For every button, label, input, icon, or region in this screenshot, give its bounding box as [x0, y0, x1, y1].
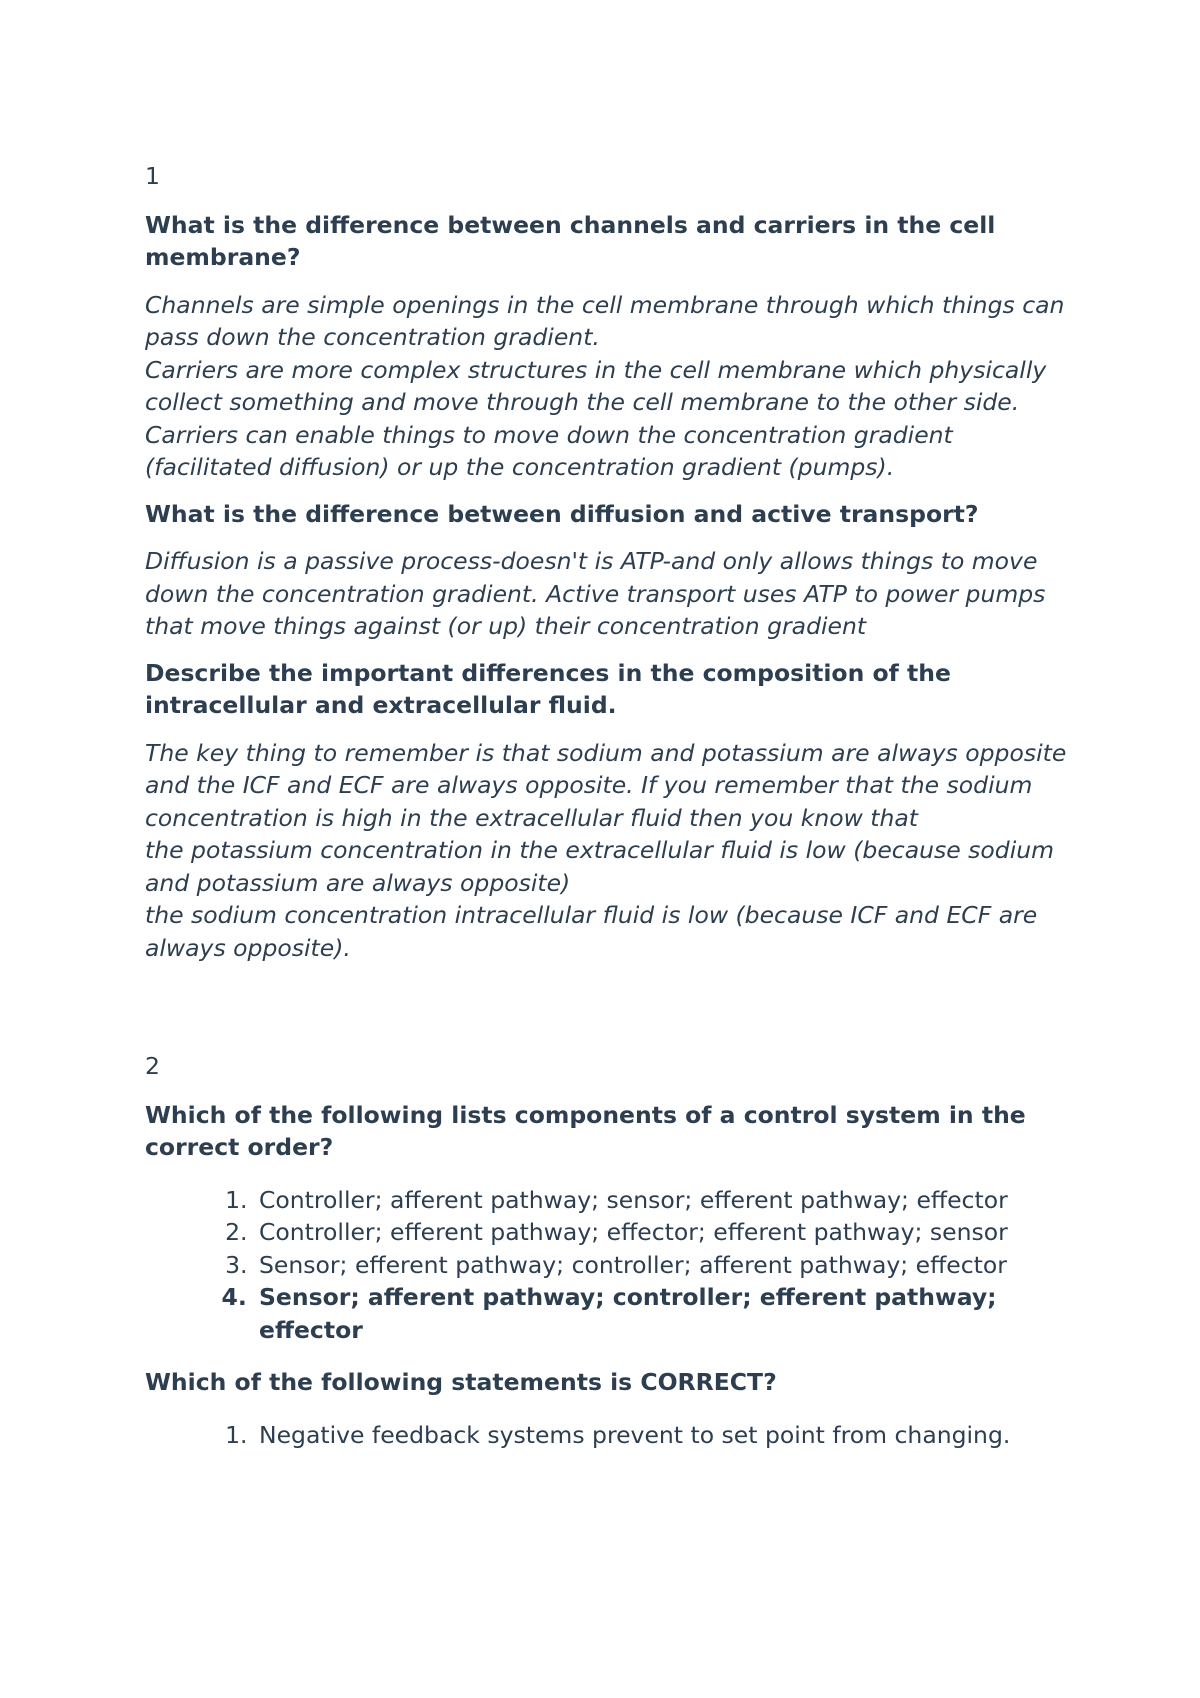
answer-paragraph: Diffusion is a passive process-doesn't is ATP-and only allows things to move down the concentration gradient. Active transport uses ATP to power pumps that move things against (or up) their concentration gradient [145, 547, 1046, 640]
question-heading: What is the difference between diffusion and active transport? [145, 499, 979, 528]
question-heading: What is the difference between channels and carriers in the cell membrane? [145, 210, 996, 271]
answer-paragraph: Channels are simple openings in the cell membrane through which things can pass down the concentration gradient. [145, 290, 1065, 351]
answer-text [145, 545, 1075, 643]
option-item-correct: 4. Sensor; afferent pathway; controller; efferent pathway; effector [255, 1281, 1075, 1346]
option-item: 3. Sensor; efferent pathway; controller; afferent pathway; effector [255, 1249, 1075, 1282]
answer-paragraph: the sodium concentration intracellular fluid is low (because ICF and ECF are always opposite). [145, 901, 1038, 962]
option-item: 1. Controller; afferent pathway; sensor; efferent pathway; effector [255, 1184, 1075, 1217]
option-item: 2. Controller; efferent pathway; effector; efferent pathway; sensor [255, 1216, 1075, 1249]
answer-paragraph: Carriers are more complex structures in the cell membrane which physically collect something and move through the cell membrane to the other side. Carriers can enable things to move down the concentration gradient (facilitated diffusion) or up the concentration gradient (pumps). [145, 355, 1047, 481]
question-heading: Which of the following statements is CORRECT? [145, 1368, 777, 1396]
question-heading: Describe the important differences in the composition of the intracellular and extracellular fluid. [145, 658, 951, 719]
answer-text [145, 737, 1075, 965]
answer-paragraph: the potassium concentration in the extracellular fluid is low (because sodium and potassium are always opposite) [145, 836, 1055, 897]
question-heading: Which of the following lists components of a control system in the correct order? [145, 1100, 1026, 1161]
options-list [145, 1419, 1075, 1452]
option-item: 1. Negative feedback systems prevent to set point from changing. [255, 1419, 1075, 1452]
section-number: 1 [145, 162, 160, 190]
options-list [145, 1184, 1075, 1347]
answer-text [145, 289, 1075, 484]
answer-paragraph: The key thing to remember is that sodium and potassium are always opposite and the ICF and ECF are always opposite. If you remember that the sodium concentration is high in the extracellular fluid then you know that [145, 738, 1067, 832]
document-page [145, 160, 1075, 1465]
section-number: 2 [145, 1052, 160, 1080]
